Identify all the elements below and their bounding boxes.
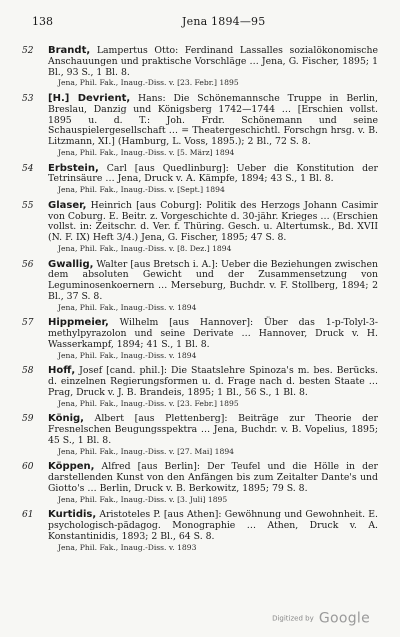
entry-dissertation-note: Jena, Phil. Fak., Inaug.-Diss. v. [3. Juli] 1895: [58, 494, 228, 504]
entry-author: Erbstein,: [48, 162, 99, 174]
entry-number: 55: [22, 200, 34, 211]
entry-dissertation-note: Jena, Phil. Fak., Inaug.-Diss. v. 1894: [58, 302, 197, 312]
entry-dissertation-note: Jena, Phil. Fak., Inaug.-Diss. v. 1893: [58, 542, 197, 552]
entry-number: 56: [22, 259, 34, 270]
entry-text: Hans: Die Schönemannsche Truppe in Berlin, Breslau, Danzig und Königsberg 1742—1744 … [Erschien vollst. 1895 u. d. T.: Joh. Frdr. Schönemann und seine Schauspielergesellschaft … = Theatergeschichtl. Forschgn hrsg. v. B. Litzmann, XI.] (Hamburg, L. Voss, 1895.); 2 Bl., 72 S. 8.: [48, 92, 378, 148]
entry-dissertation-note: Jena, Phil. Fak., Inaug.-Diss. v. [5. März] 1894: [58, 147, 235, 157]
page-header: [32, 15, 378, 29]
entry-body: [48, 46, 378, 78]
entry-text: Alfred [aus Berlin]: Der Teufel und die Hölle in der darstellenden Kunst von den Anfängen bis zum Zeitalter Dante's und Giotto's … Berlin, Druck v. B. Berkowitz, 1895; 79 S. 8.: [48, 461, 378, 494]
entry-text: Wilhelm [aus Hannover]: Über das 1-p-Tolyl-3-methylpyrazolon und seine Derivate … Hannover, Druck v. H. Wasserkampf, 1894; 41 S., 1 Bl. 8.: [48, 317, 378, 350]
entry-number: 60: [22, 462, 34, 473]
entry-body: [48, 510, 378, 542]
digitization-watermark: [272, 608, 370, 627]
entry-dissertation-note: Jena, Phil. Fak., Inaug.-Diss. v. [8. Dez.] 1894: [58, 243, 232, 253]
entry-dissertation-note: Jena, Phil. Fak., Inaug.-Diss. v. [27. Mai] 1894: [58, 446, 234, 456]
entry-number: 54: [22, 163, 34, 174]
bibliography-entries: [22, 46, 378, 558]
bibliography-entry: [22, 201, 378, 254]
entry-number: 58: [22, 366, 34, 377]
entry-text: Aristoteles P. [aus Athen]: Gewöhnung und Gewohnheit. E. psychologisch-pädagog. Monographie … Athen, Druck v. A. Konstantinidis, 1893; 2 Bl., 64 S. 8.: [48, 509, 378, 542]
entry-number: 57: [22, 318, 34, 329]
entry-body: [48, 164, 378, 186]
entry-author: Köppen,: [48, 461, 95, 473]
bibliography-entry: [22, 414, 378, 456]
bibliography-entry: [22, 366, 378, 408]
entry-body: [48, 201, 378, 244]
page-number: 138: [32, 15, 53, 28]
bibliography-entry: [22, 510, 378, 552]
entry-author: Kurtidis,: [48, 509, 97, 521]
entry-number: 52: [22, 46, 34, 56]
entry-text: Carl [aus Quedlinburg]: Ueber die Konstitution der Tetrinsäure … Jena, Druck v. A. Kämpfe, 1894; 43 S., 1 Bl. 8.: [48, 162, 378, 185]
entry-author: König,: [48, 413, 84, 425]
bibliography-entry: [22, 46, 378, 88]
bibliography-entry: [22, 94, 378, 158]
bibliography-entry: [22, 462, 378, 504]
entry-text: Albert [aus Plettenberg]: Beiträge zur Theorie der Fresnelschen Beugungsspektra … Jena, Buchdr. v. B. Vopelius, 1895; 45 S., 1 Bl. 8.: [48, 413, 378, 446]
entry-dissertation-note: Jena, Phil. Fak., Inaug.-Diss. v. [23. Febr.] 1895: [58, 398, 239, 408]
entry-dissertation-note: Jena, Phil. Fak., Inaug.-Diss. v. [23. Febr.] 1895: [58, 78, 239, 88]
digitized-by-label: Digitized by: [272, 614, 314, 623]
entry-dissertation-note: Jena, Phil. Fak., Inaug.-Diss. v. [Sept.] 1894: [58, 185, 225, 195]
google-logo: Google: [318, 610, 370, 627]
entry-body: [48, 260, 378, 303]
entry-body: [48, 94, 378, 148]
entry-body: [48, 366, 378, 398]
entry-text: Lampertus Otto: Ferdinand Lassalles sozialökonomische Anschauungen und praktische Vorschläge … Jena, G. Fischer, 1895; 1 Bl., 93 S., 1 Bl. 8.: [48, 45, 378, 78]
entry-number: 59: [22, 414, 34, 425]
entry-text: Heinrich [aus Coburg]: Politik des Herzogs Johann Casimir von Coburg. E. Beitr. z. Vorgeschichte d. 30-jähr. Krieges … (Erschien vollst. in: Zeitschr. d. Ver. f. Thüring. Gesch. u. Altertumsk., Bd. XVII (N. F. IX) Heft 3/4.) Jena, G. Fischer, 1895; 47 S. 8.: [48, 199, 378, 244]
entry-author: Gwallig,: [48, 258, 94, 270]
running-title: Jena 1894—95: [182, 15, 266, 28]
entry-body: [48, 318, 378, 350]
entry-text: Josef [cand. phil.]: Die Staatslehre Spinoza's m. bes. Berücks. d. einzelnen Regierungsformen u. d. Frage nach d. besten Staate … Prag, Druck v. J. B. Brandeis, 1895; 1 Bl., 56 S., 1 Bl. 8.: [48, 365, 378, 398]
entry-author: Glaser,: [48, 199, 87, 211]
entry-body: [48, 414, 378, 446]
bibliography-entry: [22, 260, 378, 313]
entry-dissertation-note: Jena, Phil. Fak., Inaug.-Diss. v. 1894: [58, 350, 197, 360]
entry-author: Hippmeier,: [48, 317, 109, 329]
entry-text: Walter [aus Bretsch i. A.]: Ueber die Beziehungen zwischen dem absoluten Gewicht und der Zusammensetzung von Leguminosenkoernern … Merseburg, Buchdr. v. F. Stollberg, 1894; 2 Bl., 37 S. 8.: [48, 258, 378, 302]
entry-number: 61: [22, 510, 34, 521]
entry-author: Hoff,: [48, 365, 76, 377]
entry-author: [H.] Devrient,: [48, 92, 131, 104]
entry-author: Brandt,: [48, 45, 91, 56]
bibliography-entry: [22, 318, 378, 360]
entry-number: 53: [22, 93, 34, 104]
entry-body: [48, 462, 378, 494]
bibliography-entry: [22, 164, 378, 195]
